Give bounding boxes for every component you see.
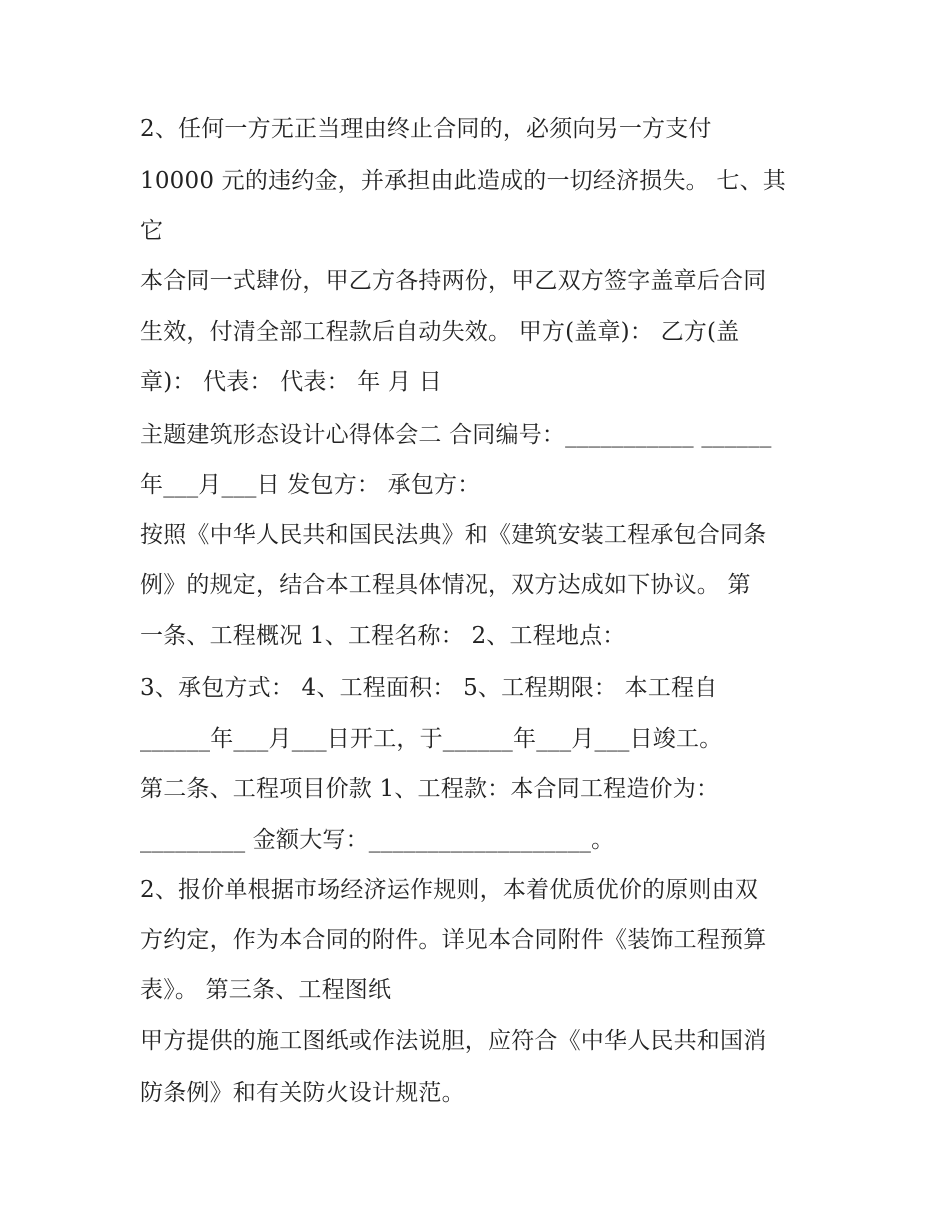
text-line: 第二条、工程项目价款 1、工程款：本合同工程造价为： — [140, 776, 720, 802]
text-line: _________ 金额大写：___________________。 — [140, 827, 615, 853]
text-line: 方约定，作为本合同的附件。详见本合同附件《装饰工程预算 — [140, 927, 767, 953]
text-line: 10000 元的违约金，并承担由此造成的一切经济损失。 七、其 — [140, 168, 786, 194]
text-line: 主题建筑形态设计心得体会二 合同编号：___________ ______ — [140, 422, 772, 448]
text-line: ______年___月___日开工，于______年___月___日竣工。 — [140, 726, 723, 752]
text-line: 按照《中华人民共和国民法典》和《建筑安装工程承包合同条 — [140, 522, 767, 548]
text-line: 例》的规定，结合本工程具体情况，双方达成如下协议。 第 — [140, 572, 751, 598]
text-line: 表》。 第三条、工程图纸 — [140, 977, 392, 1003]
text-line: 本合同一式肆份，甲乙方各持两份，甲乙双方签字盖章后合同 — [140, 268, 767, 294]
text-line: 它 — [140, 218, 164, 244]
text-line: 2、报价单根据市场经济运作规则，本着优质优价的原则由双 — [140, 877, 759, 903]
text-line: 防条例》和有关防火设计规范。 — [140, 1080, 465, 1106]
text-line: 年___月___日 发包方： 承包方： — [140, 472, 481, 498]
text-line: 3、承包方式： 4、工程面积： 5、工程期限： 本工程自 — [140, 675, 718, 701]
text-line: 章)： 代表： 代表： 年 月 日 — [140, 369, 442, 395]
text-line: 甲方提供的施工图纸或作法说胆，应符合《中华人民共和国消 — [140, 1028, 767, 1054]
text-line: 2、任何一方无正当理由终止合同的，必须向另一方支付 — [140, 116, 712, 142]
text-line: 生效，付清全部工程款后自动失效。 甲方(盖章)： 乙方(盖 — [140, 319, 740, 345]
text-line: 一条、工程概况 1、工程名称： 2、工程地点： — [140, 623, 626, 649]
